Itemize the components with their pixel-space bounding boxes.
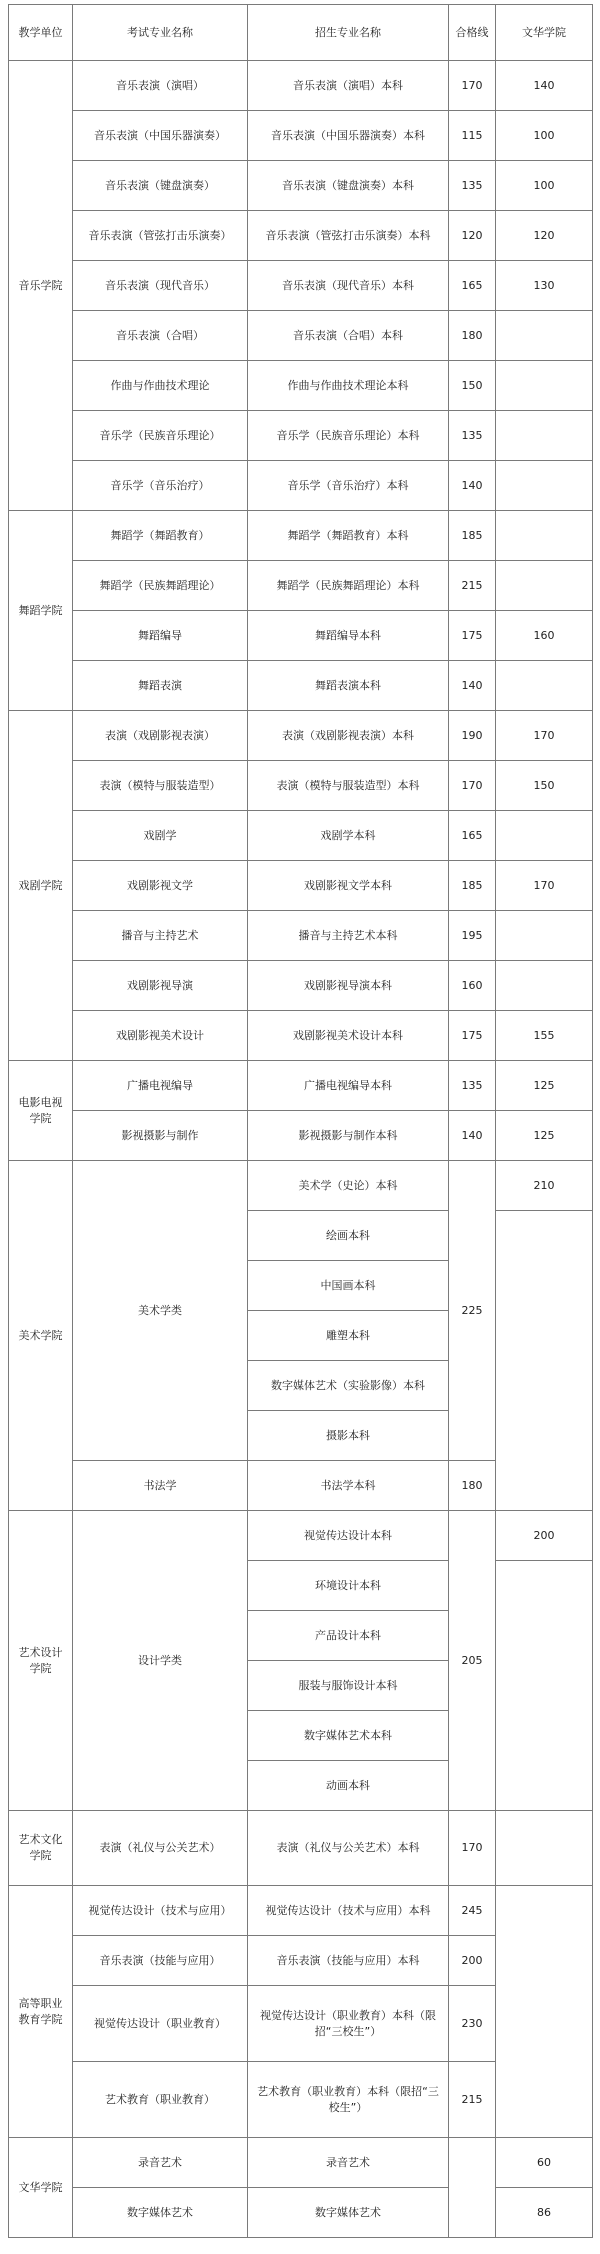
pass-line-cell: 185 xyxy=(449,511,496,561)
wenhua-cell: 125 xyxy=(496,1061,593,1111)
exam-major-cell: 音乐表演（中国乐器演奏） xyxy=(73,111,248,161)
enroll-major-cell: 戏剧学本科 xyxy=(248,811,449,861)
exam-major-cell: 视觉传达设计（技术与应用） xyxy=(73,1886,248,1936)
wenhua-cell: 140 xyxy=(496,61,593,111)
enroll-major-cell: 视觉传达设计（职业教育）本科（限招“三校生”） xyxy=(248,1986,449,2062)
wenhua-cell xyxy=(496,311,593,361)
table-row xyxy=(9,61,593,111)
exam-major-cell: 舞蹈表演 xyxy=(73,661,248,711)
wenhua-cell xyxy=(496,511,593,561)
exam-major-cell: 录音艺术 xyxy=(73,2138,248,2188)
enroll-major-cell: 舞蹈表演本科 xyxy=(248,661,449,711)
pass-line-cell: 165 xyxy=(449,811,496,861)
exam-major-cell: 表演（戏剧影视表演） xyxy=(73,711,248,761)
enroll-major-cell: 音乐表演（中国乐器演奏）本科 xyxy=(248,111,449,161)
enroll-major-cell: 表演（礼仪与公关艺术）本科 xyxy=(248,1811,449,1886)
pass-line-cell: 150 xyxy=(449,361,496,411)
pass-line-cell: 115 xyxy=(449,111,496,161)
table-row xyxy=(9,311,593,361)
exam-major-cell: 美术学类 xyxy=(73,1161,248,1461)
pass-line-cell: 175 xyxy=(449,1011,496,1061)
pass-line-cell: 175 xyxy=(449,611,496,661)
enroll-major-cell: 环境设计本科 xyxy=(248,1561,449,1611)
table-row xyxy=(9,911,593,961)
wenhua-cell: 125 xyxy=(496,1111,593,1161)
header-wenhua: 文华学院 xyxy=(496,5,593,61)
pass-line-cell: 215 xyxy=(449,2062,496,2138)
table-row xyxy=(9,2138,593,2188)
wenhua-cell xyxy=(496,1561,593,1811)
wenhua-cell xyxy=(496,811,593,861)
enroll-major-cell: 动画本科 xyxy=(248,1761,449,1811)
wenhua-cell xyxy=(496,911,593,961)
wenhua-cell: 60 xyxy=(496,2138,593,2188)
exam-major-cell: 音乐表演（管弦打击乐演奏） xyxy=(73,211,248,261)
pass-line-cell xyxy=(449,2138,496,2238)
wenhua-cell xyxy=(496,961,593,1011)
table-row xyxy=(9,1811,593,1886)
pass-line-cell: 180 xyxy=(449,311,496,361)
unit-cell: 艺术文化学院 xyxy=(9,1811,73,1886)
exam-major-cell: 艺术教育（职业教育） xyxy=(73,2062,248,2138)
enroll-major-cell: 戏剧影视美术设计本科 xyxy=(248,1011,449,1061)
table-row xyxy=(9,211,593,261)
enroll-major-cell: 录音艺术 xyxy=(248,2138,449,2188)
enroll-major-cell: 表演（戏剧影视表演）本科 xyxy=(248,711,449,761)
exam-major-cell: 音乐表演（键盘演奏） xyxy=(73,161,248,211)
enroll-major-cell: 美术学（史论）本科 xyxy=(248,1161,449,1211)
exam-major-cell: 设计学类 xyxy=(73,1511,248,1811)
admission-table xyxy=(8,4,593,2238)
unit-cell: 艺术设计学院 xyxy=(9,1511,73,1811)
exam-major-cell: 数字媒体艺术 xyxy=(73,2188,248,2238)
enroll-major-cell: 广播电视编导本科 xyxy=(248,1061,449,1111)
enroll-major-cell: 服装与服饰设计本科 xyxy=(248,1661,449,1711)
table-row xyxy=(9,1511,593,1561)
wenhua-cell: 200 xyxy=(496,1511,593,1561)
exam-major-cell: 舞蹈学（民族舞蹈理论） xyxy=(73,561,248,611)
exam-major-cell: 戏剧影视文学 xyxy=(73,861,248,911)
pass-line-cell: 160 xyxy=(449,961,496,1011)
table-row xyxy=(9,511,593,561)
table-row xyxy=(9,811,593,861)
pass-line-cell: 170 xyxy=(449,61,496,111)
table-row xyxy=(9,761,593,811)
header-pass-line: 合格线 xyxy=(449,5,496,61)
pass-line-cell: 120 xyxy=(449,211,496,261)
enroll-major-cell: 视觉传达设计本科 xyxy=(248,1511,449,1561)
table-row xyxy=(9,1161,593,1211)
table-row xyxy=(9,111,593,161)
pass-line-cell: 200 xyxy=(449,1936,496,1986)
wenhua-cell: 100 xyxy=(496,111,593,161)
table-row xyxy=(9,2188,593,2238)
table-row xyxy=(9,461,593,511)
pass-line-cell: 140 xyxy=(449,1111,496,1161)
table-row xyxy=(9,361,593,411)
unit-cell: 戏剧学院 xyxy=(9,711,73,1061)
pass-line-cell: 205 xyxy=(449,1511,496,1811)
pass-line-cell: 190 xyxy=(449,711,496,761)
wenhua-cell: 100 xyxy=(496,161,593,211)
wenhua-cell xyxy=(496,461,593,511)
table-row xyxy=(9,1111,593,1161)
wenhua-cell xyxy=(496,661,593,711)
header-exam-major: 考试专业名称 xyxy=(73,5,248,61)
wenhua-cell: 150 xyxy=(496,761,593,811)
unit-cell: 音乐学院 xyxy=(9,61,73,511)
pass-line-cell: 180 xyxy=(449,1461,496,1511)
table-row xyxy=(9,411,593,461)
exam-major-cell: 舞蹈编导 xyxy=(73,611,248,661)
table-row xyxy=(9,611,593,661)
exam-major-cell: 舞蹈学（舞蹈教育） xyxy=(73,511,248,561)
table-row xyxy=(9,1011,593,1061)
pass-line-cell: 225 xyxy=(449,1161,496,1461)
wenhua-cell xyxy=(496,1886,593,2138)
pass-line-cell: 140 xyxy=(449,661,496,711)
exam-major-cell: 广播电视编导 xyxy=(73,1061,248,1111)
wenhua-cell xyxy=(496,1211,593,1511)
enroll-major-cell: 舞蹈学（民族舞蹈理论）本科 xyxy=(248,561,449,611)
header-enroll-major: 招生专业名称 xyxy=(248,5,449,61)
exam-major-cell: 音乐表演（现代音乐） xyxy=(73,261,248,311)
header-row xyxy=(9,5,593,61)
wenhua-cell: 120 xyxy=(496,211,593,261)
exam-major-cell: 作曲与作曲技术理论 xyxy=(73,361,248,411)
enroll-major-cell: 数字媒体艺术本科 xyxy=(248,1711,449,1761)
exam-major-cell: 戏剧影视导演 xyxy=(73,961,248,1011)
enroll-major-cell: 雕塑本科 xyxy=(248,1311,449,1361)
wenhua-cell xyxy=(496,1811,593,1886)
pass-line-cell: 215 xyxy=(449,561,496,611)
table-row xyxy=(9,261,593,311)
table-row xyxy=(9,861,593,911)
wenhua-cell: 86 xyxy=(496,2188,593,2238)
enroll-major-cell: 表演（模特与服装造型）本科 xyxy=(248,761,449,811)
enroll-major-cell: 书法学本科 xyxy=(248,1461,449,1511)
wenhua-cell: 160 xyxy=(496,611,593,661)
pass-line-cell: 135 xyxy=(449,161,496,211)
enroll-major-cell: 摄影本科 xyxy=(248,1411,449,1461)
exam-major-cell: 影视摄影与制作 xyxy=(73,1111,248,1161)
exam-major-cell: 音乐表演（演唱） xyxy=(73,61,248,111)
enroll-major-cell: 音乐表演（技能与应用）本科 xyxy=(248,1936,449,1986)
enroll-major-cell: 戏剧影视导演本科 xyxy=(248,961,449,1011)
enroll-major-cell: 数字媒体艺术 xyxy=(248,2188,449,2238)
enroll-major-cell: 作曲与作曲技术理论本科 xyxy=(248,361,449,411)
enroll-major-cell: 绘画本科 xyxy=(248,1211,449,1261)
exam-major-cell: 播音与主持艺术 xyxy=(73,911,248,961)
enroll-major-cell: 音乐学（民族音乐理论）本科 xyxy=(248,411,449,461)
enroll-major-cell: 舞蹈学（舞蹈教育）本科 xyxy=(248,511,449,561)
table-row xyxy=(9,661,593,711)
table-row xyxy=(9,1061,593,1111)
enroll-major-cell: 音乐表演（管弦打击乐演奏）本科 xyxy=(248,211,449,261)
wenhua-cell xyxy=(496,361,593,411)
enroll-major-cell: 戏剧影视文学本科 xyxy=(248,861,449,911)
enroll-major-cell: 音乐表演（键盘演奏）本科 xyxy=(248,161,449,211)
enroll-major-cell: 艺术教育（职业教育）本科（限招“三校生”） xyxy=(248,2062,449,2138)
pass-line-cell: 135 xyxy=(449,411,496,461)
wenhua-cell: 210 xyxy=(496,1161,593,1211)
wenhua-cell: 170 xyxy=(496,861,593,911)
enroll-major-cell: 音乐表演（合唱）本科 xyxy=(248,311,449,361)
table-row xyxy=(9,711,593,761)
exam-major-cell: 音乐表演（合唱） xyxy=(73,311,248,361)
enroll-major-cell: 音乐表演（现代音乐）本科 xyxy=(248,261,449,311)
exam-major-cell: 音乐表演（技能与应用） xyxy=(73,1936,248,1986)
exam-major-cell: 戏剧学 xyxy=(73,811,248,861)
wenhua-cell: 130 xyxy=(496,261,593,311)
enroll-major-cell: 数字媒体艺术（实验影像）本科 xyxy=(248,1361,449,1411)
pass-line-cell: 170 xyxy=(449,761,496,811)
enroll-major-cell: 舞蹈编导本科 xyxy=(248,611,449,661)
unit-cell: 文华学院 xyxy=(9,2138,73,2238)
exam-major-cell: 视觉传达设计（职业教育） xyxy=(73,1986,248,2062)
pass-line-cell: 245 xyxy=(449,1886,496,1936)
pass-line-cell: 170 xyxy=(449,1811,496,1886)
pass-line-cell: 195 xyxy=(449,911,496,961)
pass-line-cell: 165 xyxy=(449,261,496,311)
table-row xyxy=(9,1886,593,1936)
unit-cell: 高等职业教育学院 xyxy=(9,1886,73,2138)
enroll-major-cell: 音乐学（音乐治疗）本科 xyxy=(248,461,449,511)
wenhua-cell: 170 xyxy=(496,711,593,761)
enroll-major-cell: 播音与主持艺术本科 xyxy=(248,911,449,961)
pass-line-cell: 140 xyxy=(449,461,496,511)
exam-major-cell: 表演（模特与服装造型） xyxy=(73,761,248,811)
enroll-major-cell: 音乐表演（演唱）本科 xyxy=(248,61,449,111)
enroll-major-cell: 视觉传达设计（技术与应用）本科 xyxy=(248,1886,449,1936)
unit-cell: 美术学院 xyxy=(9,1161,73,1511)
table-row xyxy=(9,561,593,611)
pass-line-cell: 185 xyxy=(449,861,496,911)
table-row xyxy=(9,961,593,1011)
exam-major-cell: 书法学 xyxy=(73,1461,248,1511)
wenhua-cell: 155 xyxy=(496,1011,593,1061)
exam-major-cell: 戏剧影视美术设计 xyxy=(73,1011,248,1061)
unit-cell: 舞蹈学院 xyxy=(9,511,73,711)
wenhua-cell xyxy=(496,411,593,461)
wenhua-cell xyxy=(496,561,593,611)
pass-line-cell: 135 xyxy=(449,1061,496,1111)
pass-line-cell: 230 xyxy=(449,1986,496,2062)
enroll-major-cell: 影视摄影与制作本科 xyxy=(248,1111,449,1161)
enroll-major-cell: 产品设计本科 xyxy=(248,1611,449,1661)
unit-cell: 电影电视学院 xyxy=(9,1061,73,1161)
exam-major-cell: 表演（礼仪与公关艺术） xyxy=(73,1811,248,1886)
header-unit: 教学单位 xyxy=(9,5,73,61)
table-row xyxy=(9,161,593,211)
enroll-major-cell: 中国画本科 xyxy=(248,1261,449,1311)
exam-major-cell: 音乐学（民族音乐理论） xyxy=(73,411,248,461)
exam-major-cell: 音乐学（音乐治疗） xyxy=(73,461,248,511)
